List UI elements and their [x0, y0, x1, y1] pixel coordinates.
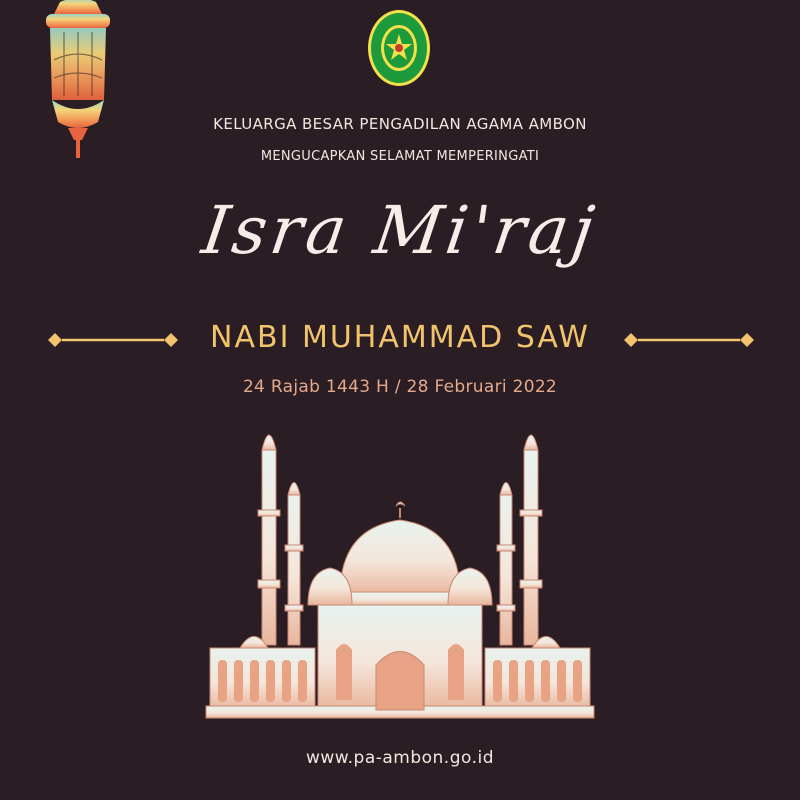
ornament-divider-left: [48, 332, 178, 348]
header-line-greeting: MENGUCAPKAN SELAMAT MEMPERINGATI: [260, 149, 540, 164]
ornament-divider-right: [624, 332, 754, 348]
website-link[interactable]: www.pa-ambon.go.id: [305, 748, 495, 768]
lantern-icon: [38, 0, 118, 162]
mosque-icon: [200, 420, 600, 725]
event-date: 24 Rajab 1443 H / 28 Februari 2022: [242, 377, 558, 397]
subtitle-row: [0, 312, 800, 368]
court-emblem-icon: [366, 8, 432, 88]
event-title: Isra Mi'raj: [197, 192, 603, 269]
event-subtitle: NABI MUHAMMAD SAW: [210, 320, 590, 355]
header-line-organization: KELUARGA BESAR PENGADILAN AGAMA AMBON: [213, 115, 587, 133]
